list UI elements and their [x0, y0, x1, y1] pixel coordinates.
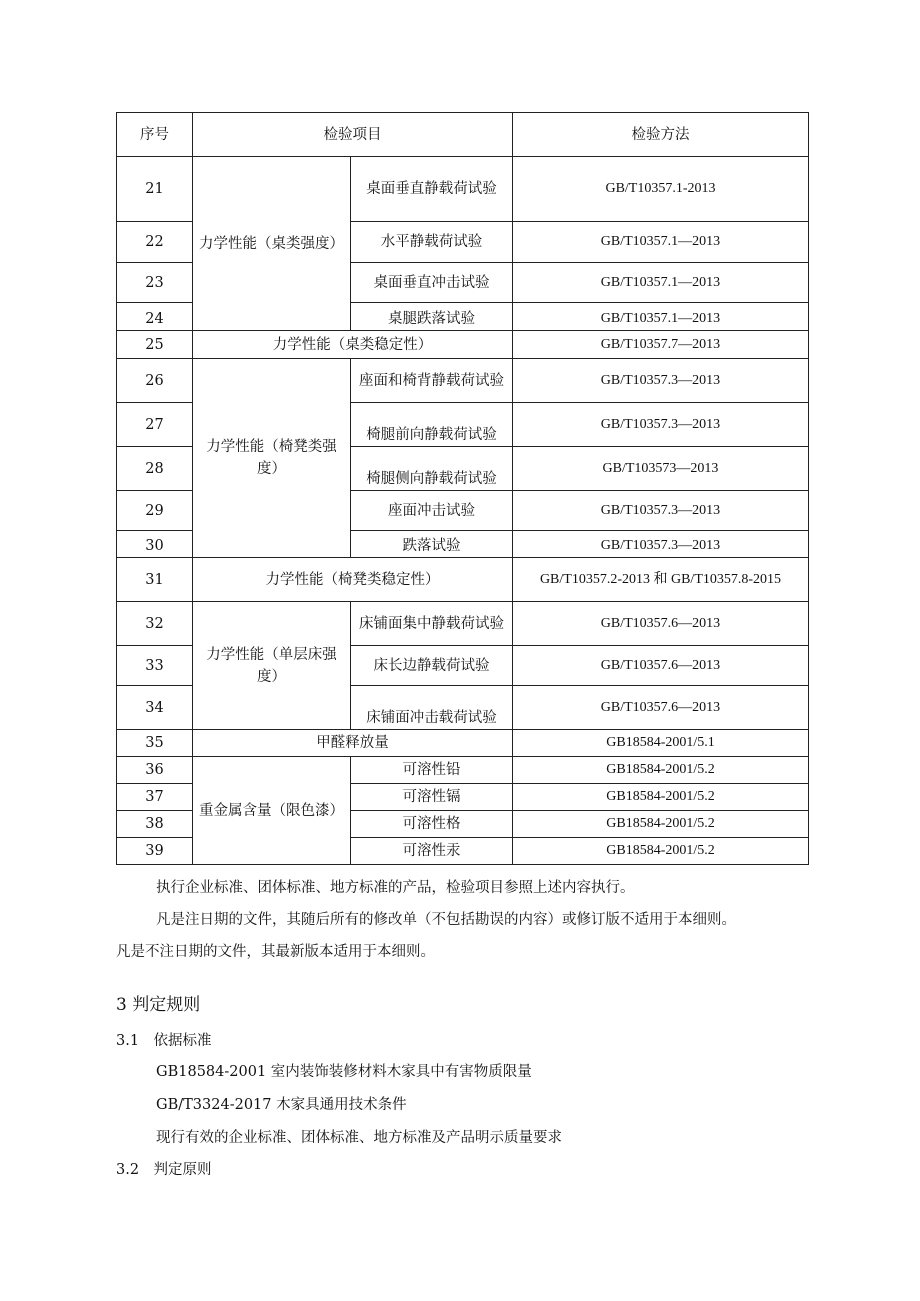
table-row: [117, 558, 809, 602]
row-no: 37: [117, 784, 193, 811]
method: GB18584-2001/5.2: [513, 757, 809, 784]
row-no: 24: [117, 303, 193, 331]
sub-item: 座面冲击试验: [351, 491, 513, 531]
section-3-1-label: 3.1 依据标准: [116, 1033, 212, 1049]
row-no: 25: [117, 331, 193, 359]
row-no: 33: [117, 646, 193, 686]
group-chair-strength: 力学性能（椅凳类强度）: [193, 359, 351, 558]
row-no: 21: [117, 157, 193, 222]
method: GB18584-2001/5.1: [513, 730, 809, 757]
full-item: 力学性能（桌类稳定性）: [193, 331, 513, 359]
sub-item: 床铺面集中静载荷试验: [351, 602, 513, 646]
sub-item: 可溶性汞: [351, 838, 513, 865]
row-no: 22: [117, 222, 193, 263]
method: GB/T10357.3—2013: [513, 491, 809, 531]
header-item: 检验项目: [193, 113, 513, 157]
method: GB18584-2001/5.2: [513, 838, 809, 865]
table-row: [117, 602, 809, 646]
standard-item: 现行有效的企业标准、团体标准、地方标准及产品明示质量要求: [156, 1130, 562, 1146]
method: GB/T10357.2-2013 和 GB/T10357.8-2015: [513, 558, 809, 602]
method: GB/T10357.1—2013: [513, 303, 809, 331]
table-row: [117, 331, 809, 359]
row-no: 35: [117, 730, 193, 757]
method: GB18584-2001/5.2: [513, 784, 809, 811]
row-no: 36: [117, 757, 193, 784]
method: GB/T103573—2013: [513, 447, 809, 491]
method: GB/T10357.1-2013: [513, 157, 809, 222]
sub-item: 椅腿侧向静载荷试验: [351, 447, 513, 491]
header-method: 检验方法: [513, 113, 809, 157]
sub-item: 座面和椅背静载荷试验: [351, 359, 513, 403]
sub-item: 椅腿前向静载荷试验: [351, 403, 513, 447]
sub-item: 可溶性镉: [351, 784, 513, 811]
sub-item: 可溶性铅: [351, 757, 513, 784]
method: GB/T10357.1—2013: [513, 263, 809, 303]
paragraph-2: 凡是注日期的文件，其随后所有的修改单（不包括勘误的内容）或修订版不适用于本细则。: [156, 912, 736, 928]
sub-item: 桌面垂直静载荷试验: [351, 157, 513, 222]
standard-item: GB18584-2001 室内装饰装修材料木家具中有害物质限量: [156, 1064, 532, 1080]
method: GB/T10357.7—2013: [513, 331, 809, 359]
sub-item: 桌面垂直冲击试验: [351, 263, 513, 303]
method: GB/T10357.6—2013: [513, 602, 809, 646]
sub-item: 跌落试验: [351, 531, 513, 558]
method: GB/T10357.3—2013: [513, 531, 809, 558]
inspection-table: [116, 112, 809, 865]
table-row: [117, 157, 809, 222]
paragraph-1: 执行企业标准、团体标准、地方标准的产品，检验项目参照上述内容执行。: [156, 880, 635, 896]
standard-item: GB/T3324-2017 木家具通用技术条件: [156, 1097, 407, 1113]
method: GB/T10357.1—2013: [513, 222, 809, 263]
table-row: [117, 359, 809, 403]
row-no: 28: [117, 447, 193, 491]
row-no: 26: [117, 359, 193, 403]
section-3-title: 3 判定规则: [116, 995, 201, 1015]
full-item: 力学性能（椅凳类稳定性）: [193, 558, 513, 602]
group-bed-strength: 力学性能（单层床强度）: [193, 602, 351, 730]
sub-item: 桌腿跌落试验: [351, 303, 513, 331]
table-header-row: [117, 113, 809, 157]
row-no: 32: [117, 602, 193, 646]
paragraph-3: 凡是不注日期的文件，其最新版本适用于本细则。: [116, 944, 435, 960]
sub-item: 水平静载荷试验: [351, 222, 513, 263]
row-no: 31: [117, 558, 193, 602]
header-no: 序号: [117, 113, 193, 157]
method: GB/T10357.6—2013: [513, 646, 809, 686]
row-no: 29: [117, 491, 193, 531]
method: GB/T10357.3—2013: [513, 403, 809, 447]
sub-item: 床铺面冲击载荷试验: [351, 686, 513, 730]
method: GB/T10357.3—2013: [513, 359, 809, 403]
section-3-2-label: 3.2 判定原则: [116, 1162, 212, 1178]
row-no: 23: [117, 263, 193, 303]
row-no: 27: [117, 403, 193, 447]
group-desk-strength: 力学性能（桌类强度）: [193, 157, 351, 331]
row-no: 38: [117, 811, 193, 838]
sub-item: 床长边静载荷试验: [351, 646, 513, 686]
sub-item: 可溶性格: [351, 811, 513, 838]
method: GB/T10357.6—2013: [513, 686, 809, 730]
row-no: 39: [117, 838, 193, 865]
group-heavy-metal: 重金属含量（限色漆）: [193, 757, 351, 865]
table-row: [117, 757, 809, 784]
row-no: 30: [117, 531, 193, 558]
row-no: 34: [117, 686, 193, 730]
table-row: [117, 730, 809, 757]
method: GB18584-2001/5.2: [513, 811, 809, 838]
full-item: 甲醛释放量: [193, 730, 513, 757]
